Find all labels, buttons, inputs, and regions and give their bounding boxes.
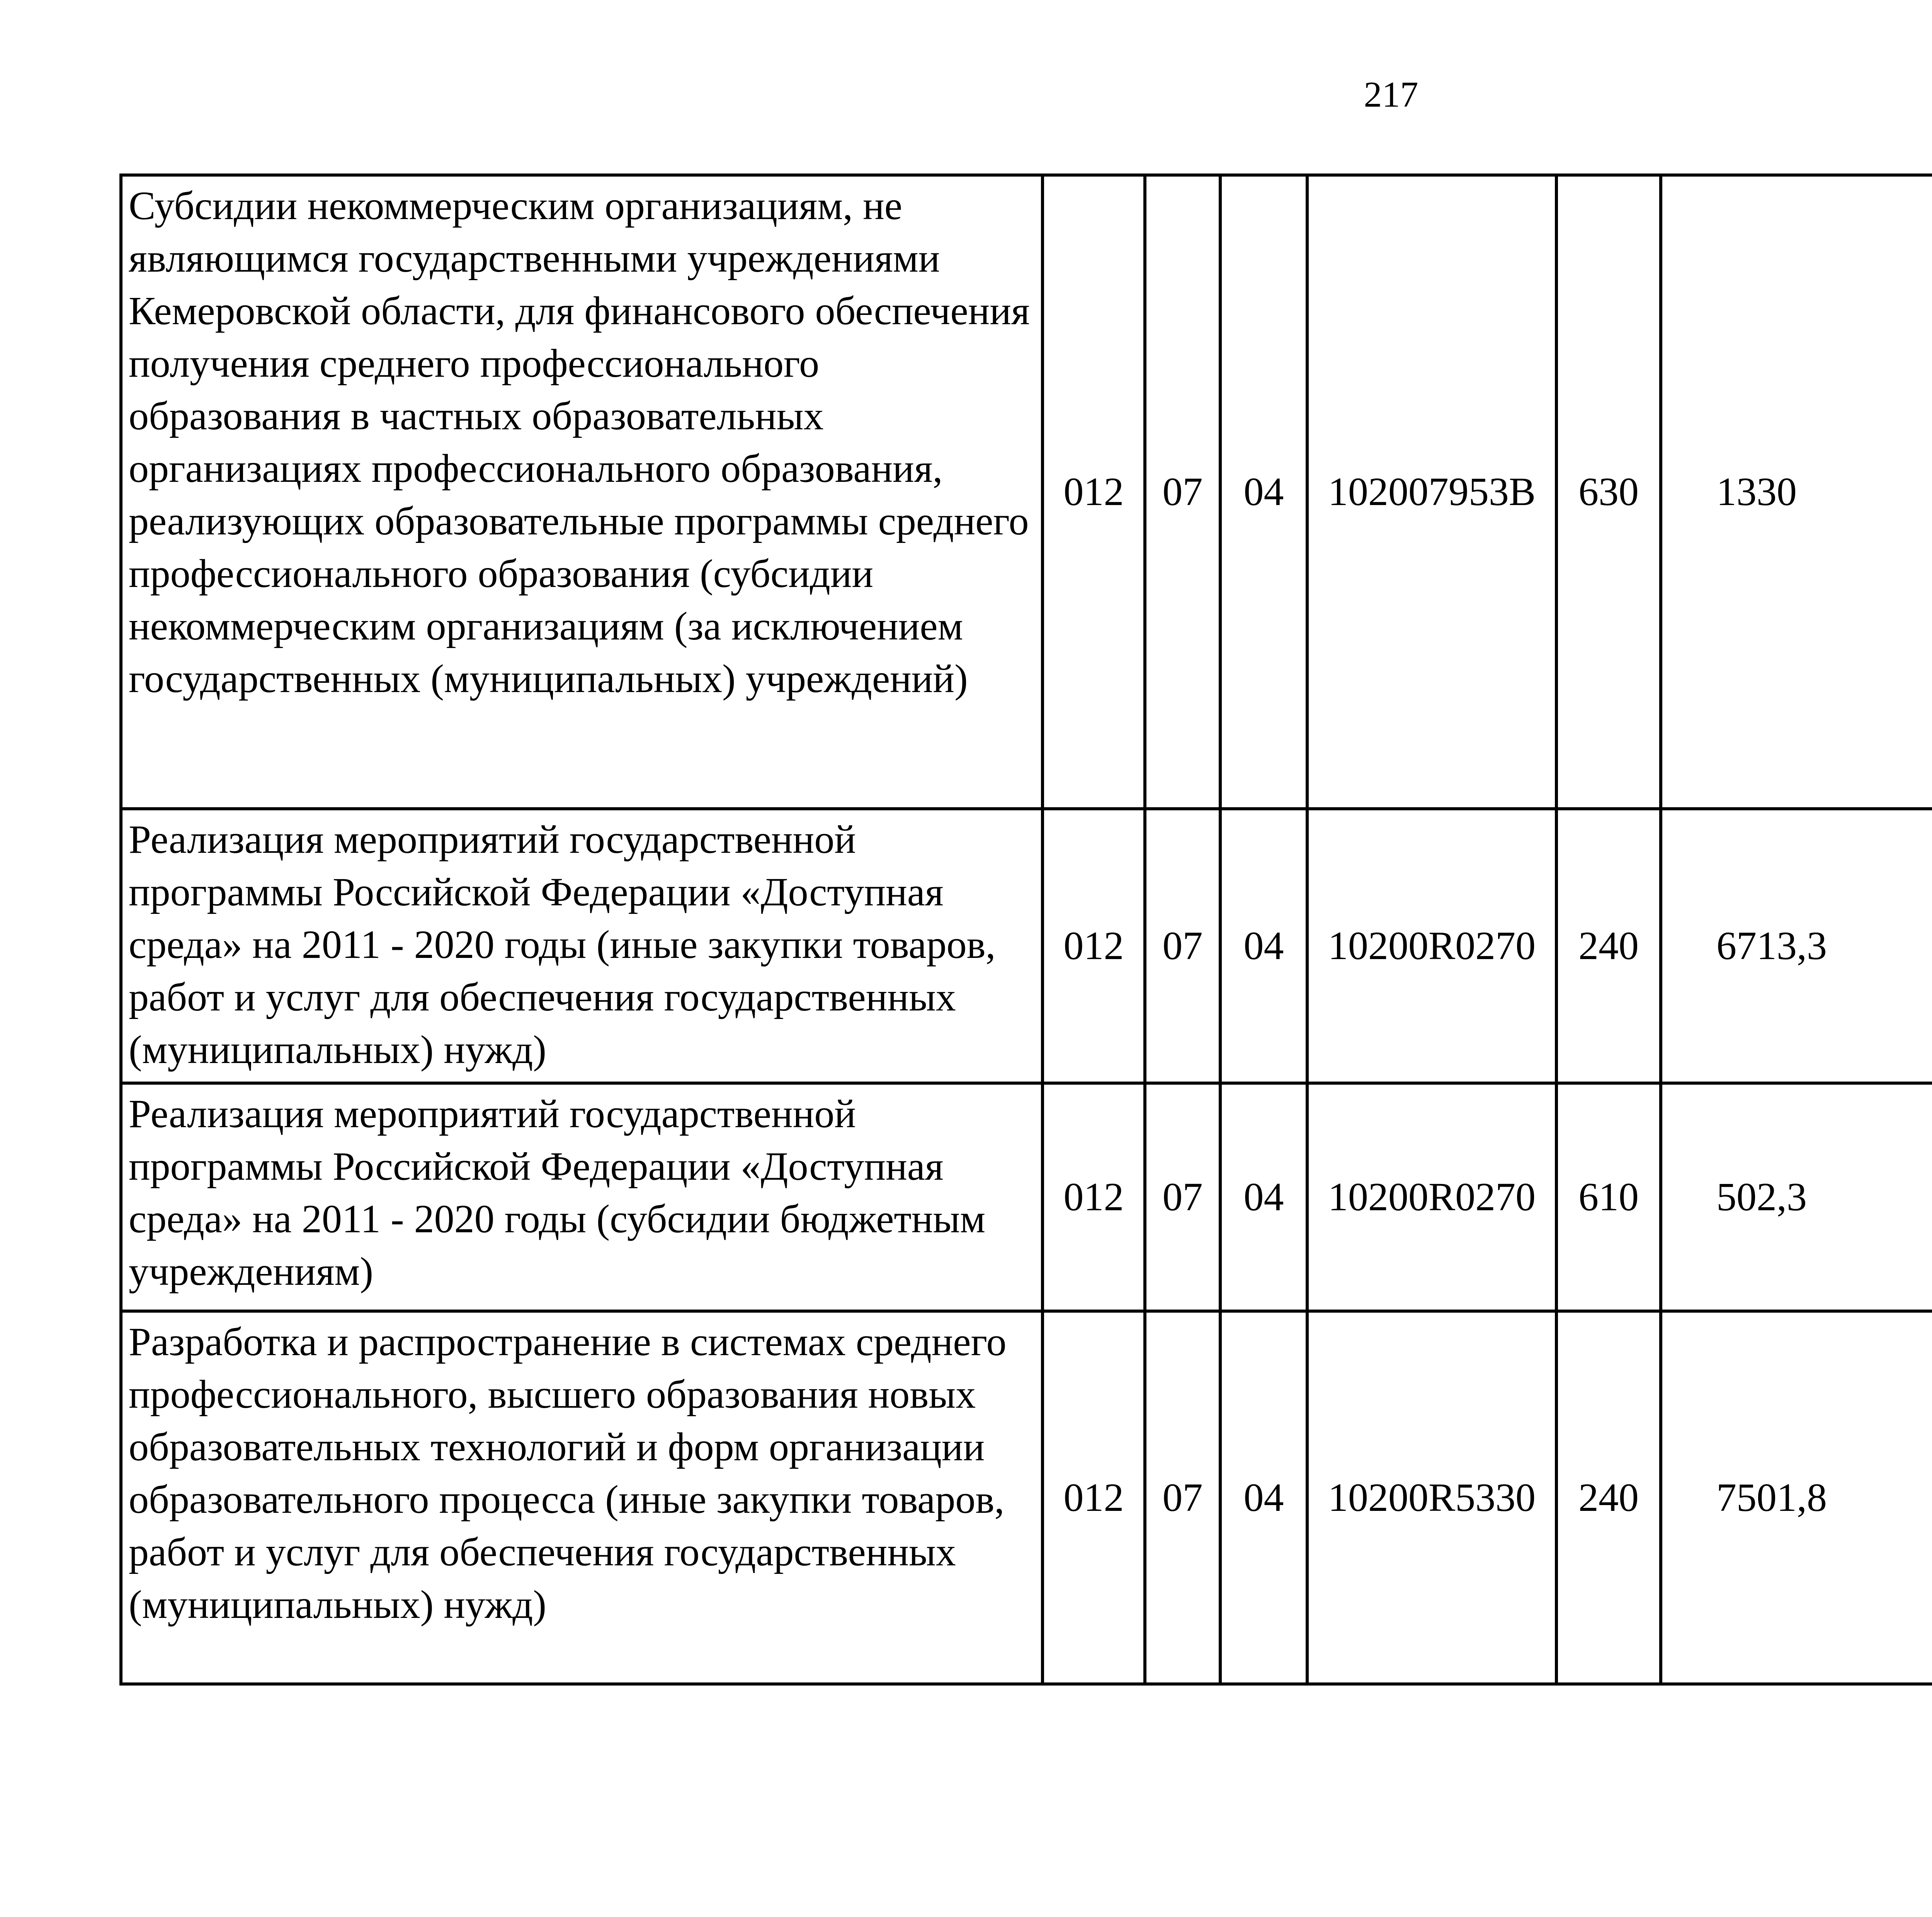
- ministry-code: 012: [1043, 1311, 1145, 1684]
- ministry-code: 012: [1043, 809, 1145, 1083]
- amount-cell: 6713,3: [1661, 809, 1932, 1083]
- amount-cell: 1330: [1661, 175, 1932, 809]
- row-description: Разработка и распространение в системах среднего профессионального, высшего образования новых образовательных технологий и форм организации образовательного процесса (иные закупки товаров, работ и услуг для обеспечения государственных (муниципальных) нужд): [121, 1311, 1043, 1684]
- section-code: 07: [1145, 809, 1220, 1083]
- expense-type-code: 240: [1556, 809, 1661, 1083]
- ministry-code: 012: [1043, 175, 1145, 809]
- table-row: [121, 175, 1932, 809]
- target-article-code: 102007953В: [1307, 175, 1556, 809]
- expense-type-code: 610: [1556, 1083, 1661, 1311]
- target-article-code: 10200R0270: [1307, 1083, 1556, 1311]
- table-row: [121, 1083, 1932, 1311]
- table-row: [121, 1311, 1932, 1684]
- target-article-code: 10200R0270: [1307, 809, 1556, 1083]
- subsection-code: 04: [1220, 809, 1307, 1083]
- subsection-code: 04: [1220, 175, 1307, 809]
- expense-type-code: 240: [1556, 1311, 1661, 1684]
- subsection-code: 04: [1220, 1083, 1307, 1311]
- amount-cell: 502,3: [1661, 1083, 1932, 1311]
- section-code: 07: [1145, 1311, 1220, 1684]
- budget-table: [119, 173, 1932, 1686]
- table-row: [121, 809, 1932, 1083]
- page-number: 217: [1364, 75, 1418, 115]
- section-code: 07: [1145, 1083, 1220, 1311]
- expense-type-code: 630: [1556, 175, 1661, 809]
- amount-cell: 7501,8: [1661, 1311, 1932, 1684]
- row-description: Реализация мероприятий государственной программы Российской Федерации «Доступная среда» на 2011 - 2020 годы (иные закупки товаров, работ и услуг для обеспечения государственных (муниципальных) нужд): [121, 809, 1043, 1083]
- subsection-code: 04: [1220, 1311, 1307, 1684]
- section-code: 07: [1145, 175, 1220, 809]
- row-description: Субсидии некоммерческим организациям, не являющимся государственными учреждениями Кемеровской области, для финансового обеспечения получения среднего профессионального образования в частных образовательных организациях профессионального образования, реализующих образовательные программы среднего профессионального образования (субсидии некоммерческим организациям (за исключением государственных (муниципальных) учреждений): [121, 175, 1043, 809]
- row-description: Реализация мероприятий государственной программы Российской Федерации «Доступная среда» на 2011 - 2020 годы (субсидии бюджетным учреждениям): [121, 1083, 1043, 1311]
- target-article-code: 10200R5330: [1307, 1311, 1556, 1684]
- ministry-code: 012: [1043, 1083, 1145, 1311]
